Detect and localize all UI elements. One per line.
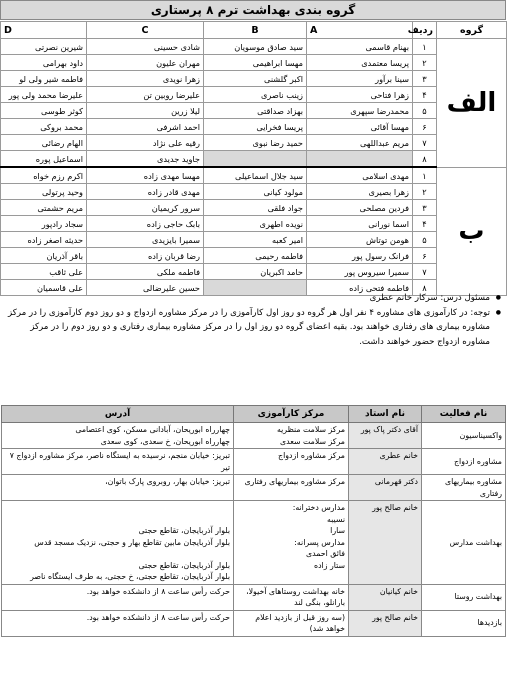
student-cell-d: مریم حشمتی <box>1 200 87 216</box>
student-cell-d: وحید پرتولی <box>1 184 87 200</box>
table-row <box>2 584 506 610</box>
student-cell-b: فاطمه رحیمی <box>204 248 307 264</box>
student-cell-a: فاطمه فتحی زاده <box>307 280 413 296</box>
row-number-cell: ۲ <box>413 55 437 71</box>
student-cell-c: مهدی قادر زاده <box>87 184 204 200</box>
student-cell-c: شادی حسینی <box>87 39 204 55</box>
student-cell-b: مولود کیانی <box>204 184 307 200</box>
table-row <box>1 71 507 87</box>
student-cell-d: اکرم رزم خواه <box>1 167 87 184</box>
student-cell-b: حامد اکبریان <box>204 264 307 280</box>
activity-cell-address: تبریز: خیابان منجم، نرسیده به ایستگاه ناصر، مرکز مشاوره ازدواج ۷ تیر <box>2 449 234 475</box>
activity-cell-center: مرکز سلامت منظریه مرکز سلامت سعدی <box>234 423 349 449</box>
table-row <box>1 135 507 151</box>
student-cell-a: مهسا آقائی <box>307 119 413 135</box>
activity-cell-address: حرکت رأس ساعت ۸ از دانشکده خواهد بود. <box>2 584 234 610</box>
student-cell-b: بهزاد صداقتی <box>204 103 307 119</box>
row-number-cell: ۸ <box>413 280 437 296</box>
activity-cell-activity: بازدیدها <box>422 610 506 636</box>
student-cell-a: زهرا فتاحی <box>307 87 413 103</box>
page-title: گروه بندی بهداشت ترم ۸ پرستاری <box>0 0 506 20</box>
col-header-c: C <box>87 22 204 39</box>
table-row <box>1 151 507 168</box>
student-cell-d: علی قاسمیان <box>1 280 87 296</box>
student-cell-a <box>307 151 413 168</box>
student-cell-d: اسماعیل پوره <box>1 151 87 168</box>
table-row <box>1 119 507 135</box>
student-cell-b: سید جلال اسماعیلی <box>204 167 307 184</box>
row-number-cell: ۵ <box>413 232 437 248</box>
activity-cell-address: حرکت رأس ساعت ۸ از دانشکده خواهد بود. <box>2 610 234 636</box>
col-header-a: A <box>307 22 413 39</box>
table-row <box>1 103 507 119</box>
student-cell-a: هومن توتاش <box>307 232 413 248</box>
student-cell-c: علیرضا روبین تن <box>87 87 204 103</box>
student-cell-c: زهرا نویدی <box>87 71 204 87</box>
table-row <box>2 423 506 449</box>
table-row <box>1 264 507 280</box>
col-header-d: D <box>1 22 87 39</box>
student-cell-c: حسین علیرضالی <box>87 280 204 296</box>
activity-cell-instructor: خانم صالح پور <box>349 610 422 636</box>
student-cell-a: فردین مصلحی <box>307 200 413 216</box>
table-row <box>1 200 507 216</box>
student-cell-c: مهسا مهدی زاده <box>87 167 204 184</box>
col-header-activity: نام فعالیت <box>422 406 506 423</box>
groups-table <box>0 21 507 296</box>
student-cell-a: محمدرضا سپهری <box>307 103 413 119</box>
student-cell-d: داود بهرامی <box>1 55 87 71</box>
activity-cell-activity: مشاوره بیماریهای رفتاری <box>422 475 506 501</box>
group-name-cell: ب <box>437 167 507 296</box>
student-cell-b: مهسا ابراهیمی <box>204 55 307 71</box>
table-row <box>2 449 506 475</box>
student-cell-c: بابک حاجی زاده <box>87 216 204 232</box>
student-cell-d: الهام رضائی <box>1 135 87 151</box>
activity-cell-instructor: خانم عطری <box>349 449 422 475</box>
table-row <box>1 55 507 71</box>
student-cell-b: نویده اطهری <box>204 216 307 232</box>
row-number-cell: ۱ <box>413 167 437 184</box>
student-cell-a: مهدی اسلامی <box>307 167 413 184</box>
activities-header-row <box>2 406 506 423</box>
table-row <box>1 248 507 264</box>
table-row <box>2 475 506 501</box>
student-cell-b: سید صادق موسویان <box>204 39 307 55</box>
student-cell-b: پریسا فخرایی <box>204 119 307 135</box>
row-number-cell: ۱ <box>413 39 437 55</box>
row-number-cell: ۳ <box>413 71 437 87</box>
student-cell-b: امیر کعبه <box>204 232 307 248</box>
student-cell-d: فاطمه شیر ولی لو <box>1 71 87 87</box>
table-row <box>1 87 507 103</box>
student-cell-d: علی ثاقب <box>1 264 87 280</box>
student-cell-c: مهران علیون <box>87 55 204 71</box>
groups-body <box>1 39 507 296</box>
activity-cell-instructor: خانم کیانیان <box>349 584 422 610</box>
activity-cell-center: مرکز مشاوره بیماریهای رفتاری <box>234 475 349 501</box>
student-cell-c: فاطمه ملکی <box>87 264 204 280</box>
notes-section <box>4 291 502 349</box>
col-header-address: آدرس <box>2 406 234 423</box>
activity-cell-activity: بهداشت مدارس <box>422 501 506 585</box>
row-number-cell: ۷ <box>413 264 437 280</box>
note-attention: ● توجه: در کارآموزی های مشاوره ۴ نفر اول هر گروه دو روز اول کارآموزی را در مرکز مشاوره ازدواج و دو روز دوم کارآموزی را در مرکز مشاوره بیماری های رفتاری خواهند بود. بقیه اعضای گروه دو روز اول را در مرکز مشاوره بیماری رفتاری و دو روز دوم را در مرکز مشاوره ازدواج حضور خواهند داشت. <box>4 306 490 350</box>
student-cell-a: زهرا بصیری <box>307 184 413 200</box>
student-cell-b: جواد فلقی <box>204 200 307 216</box>
activities-table <box>1 405 506 637</box>
student-cell-b: حمید رضا نبوی <box>204 135 307 151</box>
activity-cell-instructor: خانم صالح پور <box>349 501 422 585</box>
activity-cell-center: مرکز مشاوره ازدواج <box>234 449 349 475</box>
student-cell-a: سینا برآور <box>307 71 413 87</box>
row-number-cell: ۶ <box>413 119 437 135</box>
table-row <box>2 610 506 636</box>
row-number-cell: ۷ <box>413 135 437 151</box>
student-cell-b: اکبر گلشنی <box>204 71 307 87</box>
activity-cell-center: مدارس دخترانه: نسیبه سارا مدارس پسرانه: فائق احمدی ستار زاده <box>234 501 349 585</box>
activity-cell-address: چهارراه ابوریحان، آبادانی مسکن، کوی اعتصامی چهارراه ابوریحان، خ سعدی، کوی سعدی <box>2 423 234 449</box>
col-header-row: ردیف <box>413 22 437 39</box>
student-cell-d: حدیثه اصغر زاده <box>1 232 87 248</box>
student-cell-d: علیرضا محمد ولی پور <box>1 87 87 103</box>
student-cell-d: محمد بروکی <box>1 119 87 135</box>
student-cell-a: سمیرا سیروس پور <box>307 264 413 280</box>
student-cell-c: رضا قربان زاده <box>87 248 204 264</box>
group-name-cell: الف <box>437 39 507 168</box>
table-row <box>1 39 507 55</box>
row-number-cell: ۲ <box>413 184 437 200</box>
student-cell-a: فرانک رسول پور <box>307 248 413 264</box>
student-cell-c: لیلا زرین <box>87 103 204 119</box>
activity-cell-activity: مشاوره ازدواج <box>422 449 506 475</box>
table-row <box>1 184 507 200</box>
col-header-center: مرکز کارآموزی <box>234 406 349 423</box>
student-cell-a: بهنام قاسمی <box>307 39 413 55</box>
activity-cell-center: خانه بهداشت روستاهای آخیولا، بارانلو، بنگی لند <box>234 584 349 610</box>
activity-cell-address: بلوار آذربایجان، تقاطع حجتی بلوار آذربایجان مابین تقاطع بهار و حجتی، نزدیک مسجد قدس بلوار آذربایجان، تقاطع حجتی بلوار آذربایجان، تقاطع حجتی، خ حجتی، به طرف ایستگاه ناصر <box>2 501 234 585</box>
note-course-head: ● مسئول درس: سرکار خانم عطری <box>4 291 490 306</box>
student-cell-c: سرور کریمیان <box>87 200 204 216</box>
table-row <box>1 216 507 232</box>
col-header-instructor: نام استاد <box>349 406 422 423</box>
row-number-cell: ۸ <box>413 151 437 168</box>
col-header-b: B <box>204 22 307 39</box>
student-cell-a: اسما نورانی <box>307 216 413 232</box>
student-cell-a: پریسا معتمدی <box>307 55 413 71</box>
student-cell-b: زینب ناصری <box>204 87 307 103</box>
row-number-cell: ۴ <box>413 216 437 232</box>
groups-header-row <box>1 22 507 39</box>
student-cell-d: سجاد رادپور <box>1 216 87 232</box>
row-number-cell: ۴ <box>413 87 437 103</box>
row-number-cell: ۳ <box>413 200 437 216</box>
activities-body <box>2 423 506 637</box>
student-cell-b <box>204 151 307 168</box>
table-row <box>2 501 506 585</box>
row-number-cell: ۵ <box>413 103 437 119</box>
col-header-group: گروه <box>437 22 507 39</box>
student-cell-c: رقیه علی نژاد <box>87 135 204 151</box>
student-cell-c: سمیرا بایزیدی <box>87 232 204 248</box>
student-cell-c: جاوید جدیدی <box>87 151 204 168</box>
table-row <box>1 167 507 184</box>
activity-cell-instructor: آقای دکتر پاک پور <box>349 423 422 449</box>
student-cell-d: شیرین نصرتی <box>1 39 87 55</box>
activity-cell-center: (سه روز قبل از بازدید اعلام خواهد شد) <box>234 610 349 636</box>
activity-cell-address: تبریز: خیابان بهار، روبروی پارک باتوان، <box>2 475 234 501</box>
activity-cell-instructor: دکتر قهرمانی <box>349 475 422 501</box>
student-cell-d: باقر آذریان <box>1 248 87 264</box>
row-number-cell: ۶ <box>413 248 437 264</box>
activity-cell-activity: بهداشت روستا <box>422 584 506 610</box>
student-cell-d: کوثر طوسی <box>1 103 87 119</box>
student-cell-a: مریم عبداللهی <box>307 135 413 151</box>
student-cell-c: احمد اشرفی <box>87 119 204 135</box>
activity-cell-activity: واکسیناسیون <box>422 423 506 449</box>
table-row <box>1 232 507 248</box>
